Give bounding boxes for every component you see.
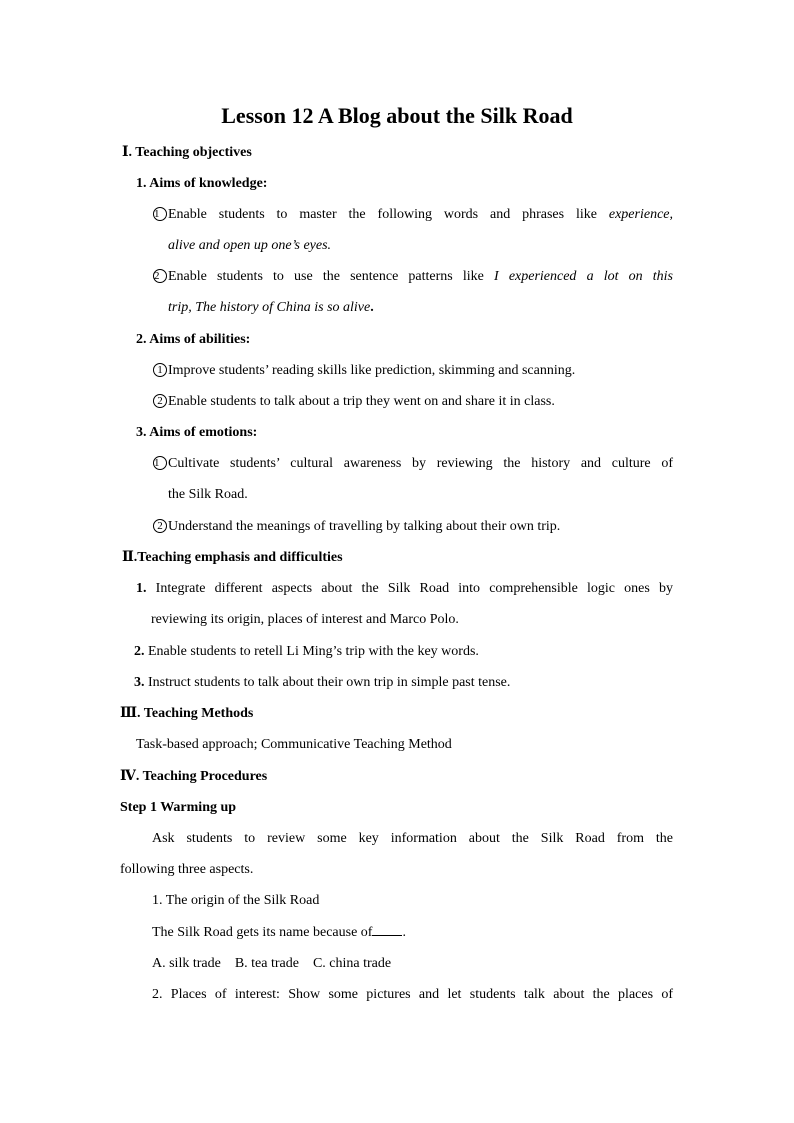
warming-up-paragraph: Ask students to review some key information about the Silk Road from the [152,831,673,846]
emotions-item-1-cont: the Silk Road. [168,487,248,502]
circled-number: 1 [153,207,167,221]
emphasis-item-3: 3. Instruct students to talk about their own trip in simple past tense. [134,675,511,690]
section-2-heading: Ⅱ.Teaching emphasis and difficulties [122,550,343,565]
teaching-methods-text: Task-based approach; Communicative Teaching Method [136,737,452,752]
emphasis-item-1-cont: reviewing its origin, places of interest and Marco Polo. [151,612,459,627]
emotions-item-2: 2 Understand the meanings of travelling by talking about their own trip. [153,517,560,537]
step-1-heading: Step 1 Warming up [120,800,237,815]
emphasis-item-1: 1. Integrate different aspects about the Silk Road into comprehensible logic ones by [136,581,673,596]
page-title: Lesson 12 A Blog about the Silk Road [221,103,573,128]
knowledge-item-2-cont: trip, The history of China is so alive. [168,300,374,315]
section-1-heading: Ⅰ. Teaching objectives [122,145,252,160]
circled-number: 2 [153,269,167,283]
circled-number: 2 [153,394,167,408]
abilities-item-1: 1 Improve students’ reading skills like prediction, skimming and scanning. [153,361,575,381]
origin-heading: 1. The origin of the Silk Road [152,893,320,908]
aims-emotions-heading: 3. Aims of emotions: [136,425,258,440]
emotions-item-1: 1 Cultivate students’ cultural awareness by reviewing the history and culture of [154,456,673,471]
answer-blank [372,922,402,936]
origin-options: A. silk trade B. tea trade C. china trade [152,956,392,971]
section-4-heading: Ⅳ. Teaching Procedures [120,769,268,784]
knowledge-item-1-cont: alive and open up one’s eyes. [168,238,332,253]
origin-question: The Silk Road gets its name because of . [152,922,406,943]
places-of-interest-paragraph: 2. Places of interest: Show some pictures and let students talk about the places of [152,987,673,1002]
section-3-heading: Ⅲ. Teaching Methods [120,706,254,721]
circled-number: 1 [153,363,167,377]
aims-knowledge-heading: 1. Aims of knowledge: [136,176,268,191]
aims-abilities-heading: 2. Aims of abilities: [136,332,251,347]
circled-number: 1 [153,456,167,470]
warming-up-paragraph-cont: following three aspects. [120,862,254,877]
knowledge-item-1: 1 Enable students to master the following words and phrases like experience, [154,207,673,222]
knowledge-item-2: 2 Enable students to use the sentence patterns like I experienced a lot on this [154,269,673,284]
emphasis-item-2: 2. Enable students to retell Li Ming’s trip with the key words. [134,644,479,659]
circled-number: 2 [153,519,167,533]
abilities-item-2: 2 Enable students to talk about a trip they went on and share it in class. [153,392,555,412]
